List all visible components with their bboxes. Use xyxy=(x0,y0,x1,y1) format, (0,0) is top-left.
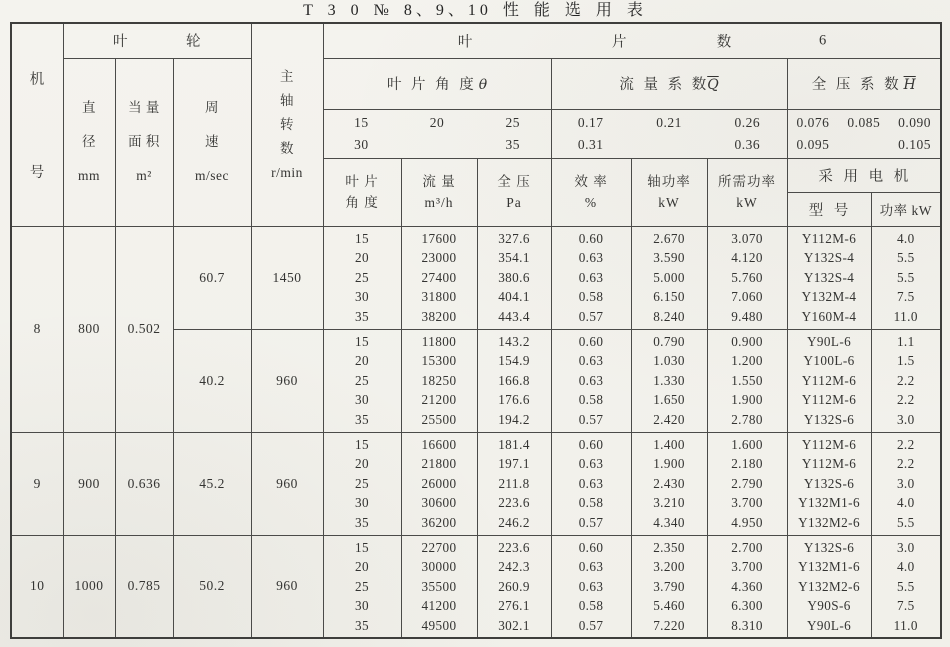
required-power-values: 2.700 3.700 4.360 6.300 8.310 xyxy=(707,535,787,638)
col-header-efficiency: 效 率 % xyxy=(551,158,631,226)
col-header-blade-angle: 叶 片 角 度 xyxy=(323,158,401,226)
diameter-1000: 1000 xyxy=(63,535,115,638)
speed-value: 50.2 xyxy=(173,535,251,638)
area-0502: 0.502 xyxy=(115,226,173,432)
motor-power-values: 1.1 1.5 2.2 2.2 3.0 xyxy=(871,329,941,432)
efficiency-values: 0.60 0.63 0.63 0.58 0.57 xyxy=(551,535,631,638)
header-blade-angle-theta: 叶 片 角 度 θ xyxy=(323,58,551,109)
efficiency-values: 0.60 0.63 0.63 0.58 0.57 xyxy=(551,432,631,535)
header-row-2 xyxy=(11,58,941,109)
rpm-value: 1450 xyxy=(251,226,323,329)
machine-no-10: 10 xyxy=(11,535,63,638)
flow-values: 16600 21800 26000 30600 36200 xyxy=(401,432,477,535)
h-bar-symbol: $\overline{H}$ xyxy=(903,77,916,93)
angle-values: 15 20 25 30 35 xyxy=(323,329,401,432)
header-equivalent-area: 当 量 面 积 m² xyxy=(115,58,173,226)
area-0785: 0.785 xyxy=(115,535,173,638)
shaft-power-values: 2.350 3.200 3.790 5.460 7.220 xyxy=(631,535,707,638)
motor-model-values: Y132S-6 Y132M1-6 Y132M2-6 Y90S-6 Y90L-6 xyxy=(787,535,871,638)
shaft-power-values: 1.400 1.900 2.430 3.210 4.340 xyxy=(631,432,707,535)
theta-symbol: θ xyxy=(478,77,488,93)
blade-count-char: 数 xyxy=(716,34,732,51)
col-header-motor-model: 型 号 xyxy=(787,192,871,226)
col-header-shaft-power: 轴功率 kW xyxy=(631,158,707,226)
pressure-values: 223.6 242.3 260.9 276.1 302.1 xyxy=(477,535,551,638)
rpm-value: 960 xyxy=(251,432,323,535)
flow-values: 11800 15300 18250 21200 25500 xyxy=(401,329,477,432)
speed-value: 60.7 xyxy=(173,226,251,329)
required-power-values: 0.900 1.200 1.550 1.900 2.780 xyxy=(707,329,787,432)
efficiency-values: 0.60 0.63 0.63 0.58 0.57 xyxy=(551,226,631,329)
header-diameter: 直 径 mm xyxy=(63,58,115,226)
col-header-required-power: 所需功率 kW xyxy=(707,158,787,226)
motor-power-values: 2.2 2.2 3.0 4.0 5.5 xyxy=(871,432,941,535)
shaft-power-values: 2.670 3.590 5.000 6.150 8.240 xyxy=(631,226,707,329)
coef-pressure-values: 0.076 0.085 0.090 0.095 0.105 xyxy=(787,109,941,158)
pressure-values: 181.4 197.1 211.8 223.6 246.2 xyxy=(477,432,551,535)
col-header-pressure: 全 压 Pa xyxy=(477,158,551,226)
header-flow-coefficient: 流 量 系 数$\overline{Q}$ xyxy=(551,58,787,109)
header-machine-no xyxy=(11,23,63,226)
blade-count-char: 叶 xyxy=(457,34,473,51)
header-row-1 xyxy=(11,23,941,58)
coef-blade-angles: 15 20 25 30 35 xyxy=(323,109,551,158)
page-title: T 3 0 № 8、9、10 性 能 选 用 表 xyxy=(303,2,647,19)
speed-value: 40.2 xyxy=(173,329,251,432)
blade-count-char: 片 xyxy=(611,34,627,51)
header-pressure-coefficient: 全 压 系 数 $\overline{H}$ xyxy=(787,58,941,109)
pressure-values: 143.2 154.9 166.8 176.6 194.2 xyxy=(477,329,551,432)
q-bar-symbol: $\overline{Q}$ xyxy=(707,77,719,93)
angle-values: 15 20 25 30 35 xyxy=(323,535,401,638)
flow-values: 22700 30000 35500 41200 49500 xyxy=(401,535,477,638)
shaft-power-values: 0.790 1.030 1.330 1.650 2.420 xyxy=(631,329,707,432)
rpm-value: 960 xyxy=(251,535,323,638)
motor-model-values: Y112M-6 Y112M-6 Y132S-6 Y132M1-6 Y132M2-6 xyxy=(787,432,871,535)
motor-power-values: 4.0 5.5 5.5 7.5 11.0 xyxy=(871,226,941,329)
required-power-values: 1.600 2.180 2.790 3.700 4.950 xyxy=(707,432,787,535)
coef-flow-values: 0.17 0.21 0.26 0.31 0.36 xyxy=(551,109,787,158)
angle-values: 15 20 25 30 35 xyxy=(323,432,401,535)
header-shaft-rpm: 主 轴 转 数 r/min xyxy=(251,23,323,226)
efficiency-values: 0.60 0.63 0.63 0.58 0.57 xyxy=(551,329,631,432)
machine-no-8: 8 xyxy=(11,226,63,432)
blade-count-value: 6 xyxy=(819,32,827,49)
motor-model-values: Y112M-6 Y132S-4 Y132S-4 Y132M-4 Y160M-4 xyxy=(787,226,871,329)
machine-9-block-960 xyxy=(11,432,941,535)
header-peripheral-speed: 周 速 m/sec xyxy=(173,58,251,226)
angle-values: 15 20 25 30 35 xyxy=(323,226,401,329)
col-header-motor-power: 功率 kW xyxy=(871,192,941,226)
machine-no-char-bottom: 号 xyxy=(29,164,45,181)
machine-10-block-960 xyxy=(11,535,941,638)
diameter-800: 800 xyxy=(63,226,115,432)
machine-no-char-top: 机 xyxy=(29,71,45,88)
diameter-900: 900 xyxy=(63,432,115,535)
flow-values: 17600 23000 27400 31800 38200 xyxy=(401,226,477,329)
pressure-values: 327.6 354.1 380.6 404.1 443.4 xyxy=(477,226,551,329)
col-header-motor: 采 用 电 机 xyxy=(787,158,941,192)
motor-model-values: Y90L-6 Y100L-6 Y112M-6 Y112M-6 Y132S-6 xyxy=(787,329,871,432)
area-0636: 0.636 xyxy=(115,432,173,535)
fan-performance-table xyxy=(10,22,942,639)
speed-value: 45.2 xyxy=(173,432,251,535)
col-header-flow: 流 量 m³/h xyxy=(401,158,477,226)
motor-power-values: 3.0 4.0 5.5 7.5 11.0 xyxy=(871,535,941,638)
machine-no-9: 9 xyxy=(11,432,63,535)
machine-8-block-1450 xyxy=(11,226,941,329)
header-impeller: 叶 轮 xyxy=(63,23,251,58)
header-blade-count xyxy=(323,23,941,58)
rpm-value: 960 xyxy=(251,329,323,432)
required-power-values: 3.070 4.120 5.760 7.060 9.480 xyxy=(707,226,787,329)
